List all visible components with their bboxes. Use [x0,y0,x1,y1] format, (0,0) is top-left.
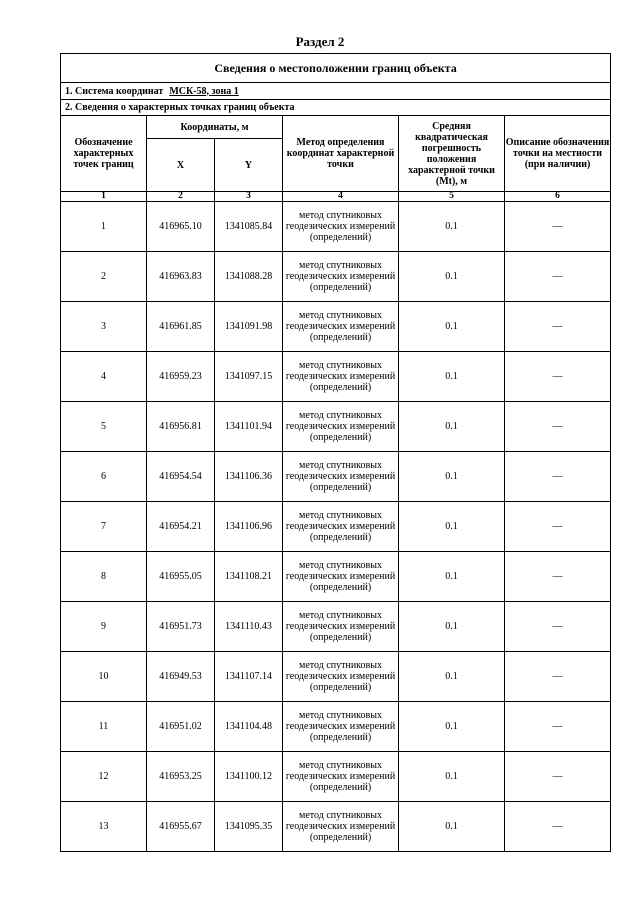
table-row [61,252,611,302]
column-number: 6 [505,192,611,202]
point-number-cell: 11 [61,702,147,752]
method-cell: метод спутниковых геодезических измерений (определений) [283,452,399,502]
error-cell: 0.1 [399,802,505,852]
x-coordinate-cell: 416959.23 [147,352,215,402]
coordinate-system-label: 1. Система координат [65,85,164,97]
description-cell: — [505,602,611,652]
column-number: 1 [61,192,147,202]
table-row [61,452,611,502]
column-number: 2 [147,192,215,202]
column-number: 4 [283,192,399,202]
error-cell: 0.1 [399,652,505,702]
description-cell: — [505,252,611,302]
coordinate-system-value: МСК-58, зона 1 [169,85,239,97]
point-number-cell: 1 [61,202,147,252]
points-rows [61,202,611,852]
coordinate-system-row [61,83,611,100]
table-row [61,652,611,702]
x-coordinate-cell: 416961.85 [147,302,215,352]
method-cell: метод спутниковых геодезических измерений (определений) [283,552,399,602]
description-cell: — [505,802,611,852]
error-cell: 0.1 [399,352,505,402]
point-number-cell: 12 [61,752,147,802]
table-row [61,352,611,402]
error-cell: 0.1 [399,202,505,252]
point-number-cell: 9 [61,602,147,652]
y-coordinate-cell: 1341088.28 [215,252,283,302]
table-row [61,802,611,852]
header-error: Средняя квадратическая погрешность положения характерной точки (Mt), м [399,116,505,192]
header-coordinates: Координаты, м [147,116,283,139]
table-row [61,402,611,452]
error-cell: 0.1 [399,552,505,602]
point-number-cell: 4 [61,352,147,402]
y-coordinate-cell: 1341108.21 [215,552,283,602]
y-coordinate-cell: 1341107.14 [215,652,283,702]
table-row [61,202,611,252]
table-row [61,302,611,352]
point-number-cell: 3 [61,302,147,352]
error-cell: 0.1 [399,752,505,802]
x-coordinate-cell: 416965.10 [147,202,215,252]
x-coordinate-cell: 416954.54 [147,452,215,502]
x-coordinate-cell: 416951.02 [147,702,215,752]
header-y: Y [215,139,283,192]
column-number: 3 [215,192,283,202]
description-cell: — [505,502,611,552]
method-cell: метод спутниковых геодезических измерений (определений) [283,652,399,702]
description-cell: — [505,302,611,352]
points-section-title: 2. Сведения о характерных точках границ объекта [61,100,611,116]
error-cell: 0.1 [399,502,505,552]
error-cell: 0.1 [399,702,505,752]
column-numbers-row [61,192,611,202]
header-description: Описание обозначения точки на местности (при наличии) [505,116,611,192]
x-coordinate-cell: 416956.81 [147,402,215,452]
y-coordinate-cell: 1341106.36 [215,452,283,502]
x-coordinate-cell: 416951.73 [147,602,215,652]
y-coordinate-cell: 1341110.43 [215,602,283,652]
point-number-cell: 10 [61,652,147,702]
method-cell: метод спутниковых геодезических измерений (определений) [283,702,399,752]
method-cell: метод спутниковых геодезических измерений (определений) [283,602,399,652]
method-cell: метод спутниковых геодезических измерений (определений) [283,252,399,302]
method-cell: метод спутниковых геодезических измерений (определений) [283,302,399,352]
method-cell: метод спутниковых геодезических измерений (определений) [283,402,399,452]
column-number: 5 [399,192,505,202]
description-cell: — [505,752,611,802]
description-cell: — [505,202,611,252]
method-cell: метод спутниковых геодезических измерений (определений) [283,202,399,252]
error-cell: 0.1 [399,602,505,652]
description-cell: — [505,402,611,452]
point-number-cell: 13 [61,802,147,852]
boundary-points-table [60,53,611,852]
y-coordinate-cell: 1341091.98 [215,302,283,352]
point-number-cell: 6 [61,452,147,502]
table-row [61,552,611,602]
error-cell: 0.1 [399,252,505,302]
table-row [61,702,611,752]
point-number-cell: 8 [61,552,147,602]
y-coordinate-cell: 1341104.48 [215,702,283,752]
y-coordinate-cell: 1341085.84 [215,202,283,252]
header-method: Метод определения координат характерной точки [283,116,399,192]
section-heading: Раздел 2 [295,34,345,49]
method-cell: метод спутниковых геодезических измерений (определений) [283,752,399,802]
header-x: X [147,139,215,192]
method-cell: метод спутниковых геодезических измерений (определений) [283,502,399,552]
x-coordinate-cell: 416963.83 [147,252,215,302]
method-cell: метод спутниковых геодезических измерений (определений) [283,802,399,852]
method-cell: метод спутниковых геодезических измерений (определений) [283,352,399,402]
description-cell: — [505,552,611,602]
table-row [61,602,611,652]
y-coordinate-cell: 1341106.96 [215,502,283,552]
x-coordinate-cell: 416955.67 [147,802,215,852]
error-cell: 0.1 [399,302,505,352]
error-cell: 0.1 [399,452,505,502]
point-number-cell: 5 [61,402,147,452]
y-coordinate-cell: 1341100.12 [215,752,283,802]
description-cell: — [505,352,611,402]
x-coordinate-cell: 416953.25 [147,752,215,802]
description-cell: — [505,652,611,702]
document-title: Сведения о местоположении границ объекта [61,54,611,83]
y-coordinate-cell: 1341097.15 [215,352,283,402]
description-cell: — [505,702,611,752]
point-number-cell: 7 [61,502,147,552]
error-cell: 0.1 [399,402,505,452]
x-coordinate-cell: 416954.21 [147,502,215,552]
x-coordinate-cell: 416949.53 [147,652,215,702]
header-designation: Обозначение характерных точек границ [61,116,147,192]
point-number-cell: 2 [61,252,147,302]
y-coordinate-cell: 1341101.94 [215,402,283,452]
table-row [61,752,611,802]
table-row [61,502,611,552]
x-coordinate-cell: 416955.05 [147,552,215,602]
description-cell: — [505,452,611,502]
y-coordinate-cell: 1341095.35 [215,802,283,852]
